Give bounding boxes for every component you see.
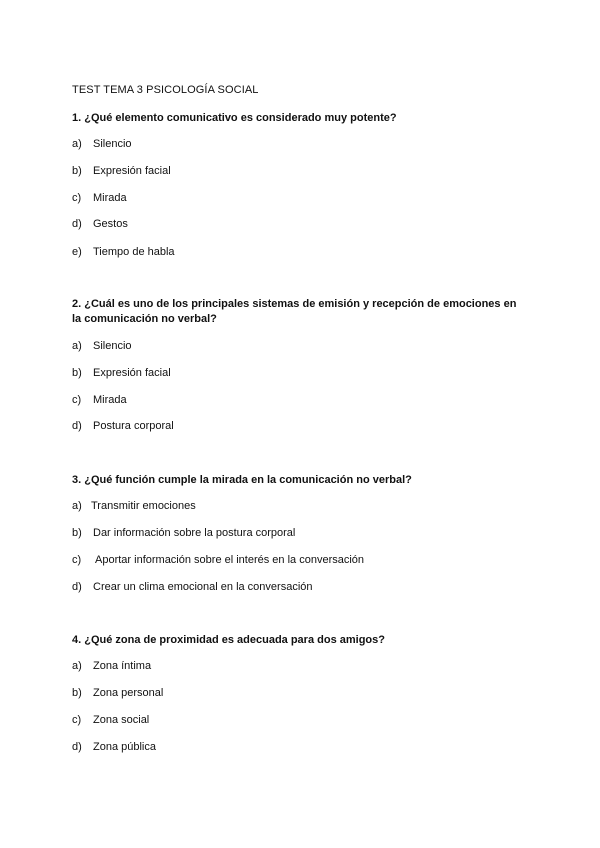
option-letter: d) xyxy=(72,218,82,230)
q1-option-c xyxy=(72,191,127,205)
option-text: Mirada xyxy=(93,394,127,406)
q4-option-b xyxy=(72,686,163,700)
option-text: Silencio xyxy=(93,138,132,150)
option-text: Expresión facial xyxy=(93,367,171,379)
option-text: Aportar información sobre el interés en la conversación xyxy=(95,554,365,566)
option-letter: c) xyxy=(72,192,82,204)
q3-option-c xyxy=(72,553,364,567)
q2-option-c xyxy=(72,393,127,407)
q4-option-a xyxy=(72,659,151,673)
option-letter: a) xyxy=(72,660,82,672)
q1-option-e xyxy=(72,245,175,259)
option-letter: b) xyxy=(72,165,82,177)
option-text: Gestos xyxy=(93,218,128,230)
q2-option-a xyxy=(72,339,132,353)
option-letter: a) xyxy=(72,340,82,352)
option-text: Crear un clima emocional en la conversación xyxy=(93,581,313,593)
q3-option-a xyxy=(72,499,196,513)
option-text: Transmitir emociones xyxy=(91,500,196,512)
option-text: Zona íntima xyxy=(93,660,152,672)
question-4: 4. ¿Qué zona de proximidad es adecuada para dos amigos? xyxy=(72,634,385,646)
option-letter: c) xyxy=(72,394,82,406)
option-letter: d) xyxy=(72,581,82,593)
option-text: Postura corporal xyxy=(93,420,174,432)
document-title: TEST TEMA 3 PSICOLOGÍA SOCIAL xyxy=(72,84,259,96)
option-text: Expresión facial xyxy=(93,165,171,177)
option-text: Zona social xyxy=(93,714,150,726)
question-2-line-2: la comunicación no verbal? xyxy=(72,313,217,325)
q4-option-d xyxy=(72,740,156,754)
q1-option-a xyxy=(72,137,132,151)
q2-option-b xyxy=(72,366,171,380)
option-letter: b) xyxy=(72,527,82,539)
option-letter: a) xyxy=(72,138,82,150)
q3-option-b xyxy=(72,526,295,540)
option-letter: c) xyxy=(72,554,82,566)
option-letter: b) xyxy=(72,367,82,379)
q4-option-c xyxy=(72,713,149,727)
option-letter: b) xyxy=(72,687,82,699)
option-text: Mirada xyxy=(93,192,127,204)
option-letter: a) xyxy=(72,500,82,512)
option-letter: e) xyxy=(72,246,82,258)
question-2 xyxy=(72,297,532,327)
q1-option-d xyxy=(72,217,128,231)
option-text: Zona pública xyxy=(93,741,156,753)
q2-option-d xyxy=(72,419,174,433)
option-text: Dar información sobre la postura corporal xyxy=(93,527,296,539)
question-3: 3. ¿Qué función cumple la mirada en la comunicación no verbal? xyxy=(72,474,412,486)
question-2-line-1: 2. ¿Cuál es uno de los principales sistemas de emisión y recepción de emociones en xyxy=(72,298,517,310)
option-letter: d) xyxy=(72,741,82,753)
option-text: Zona personal xyxy=(93,687,164,699)
option-text: Tiempo de habla xyxy=(93,246,175,258)
question-1: 1. ¿Qué elemento comunicativo es considerado muy potente? xyxy=(72,112,397,124)
option-text: Silencio xyxy=(93,340,132,352)
option-letter: d) xyxy=(72,420,82,432)
option-letter: c) xyxy=(72,714,82,726)
q3-option-d xyxy=(72,580,313,594)
q1-option-b xyxy=(72,164,171,178)
